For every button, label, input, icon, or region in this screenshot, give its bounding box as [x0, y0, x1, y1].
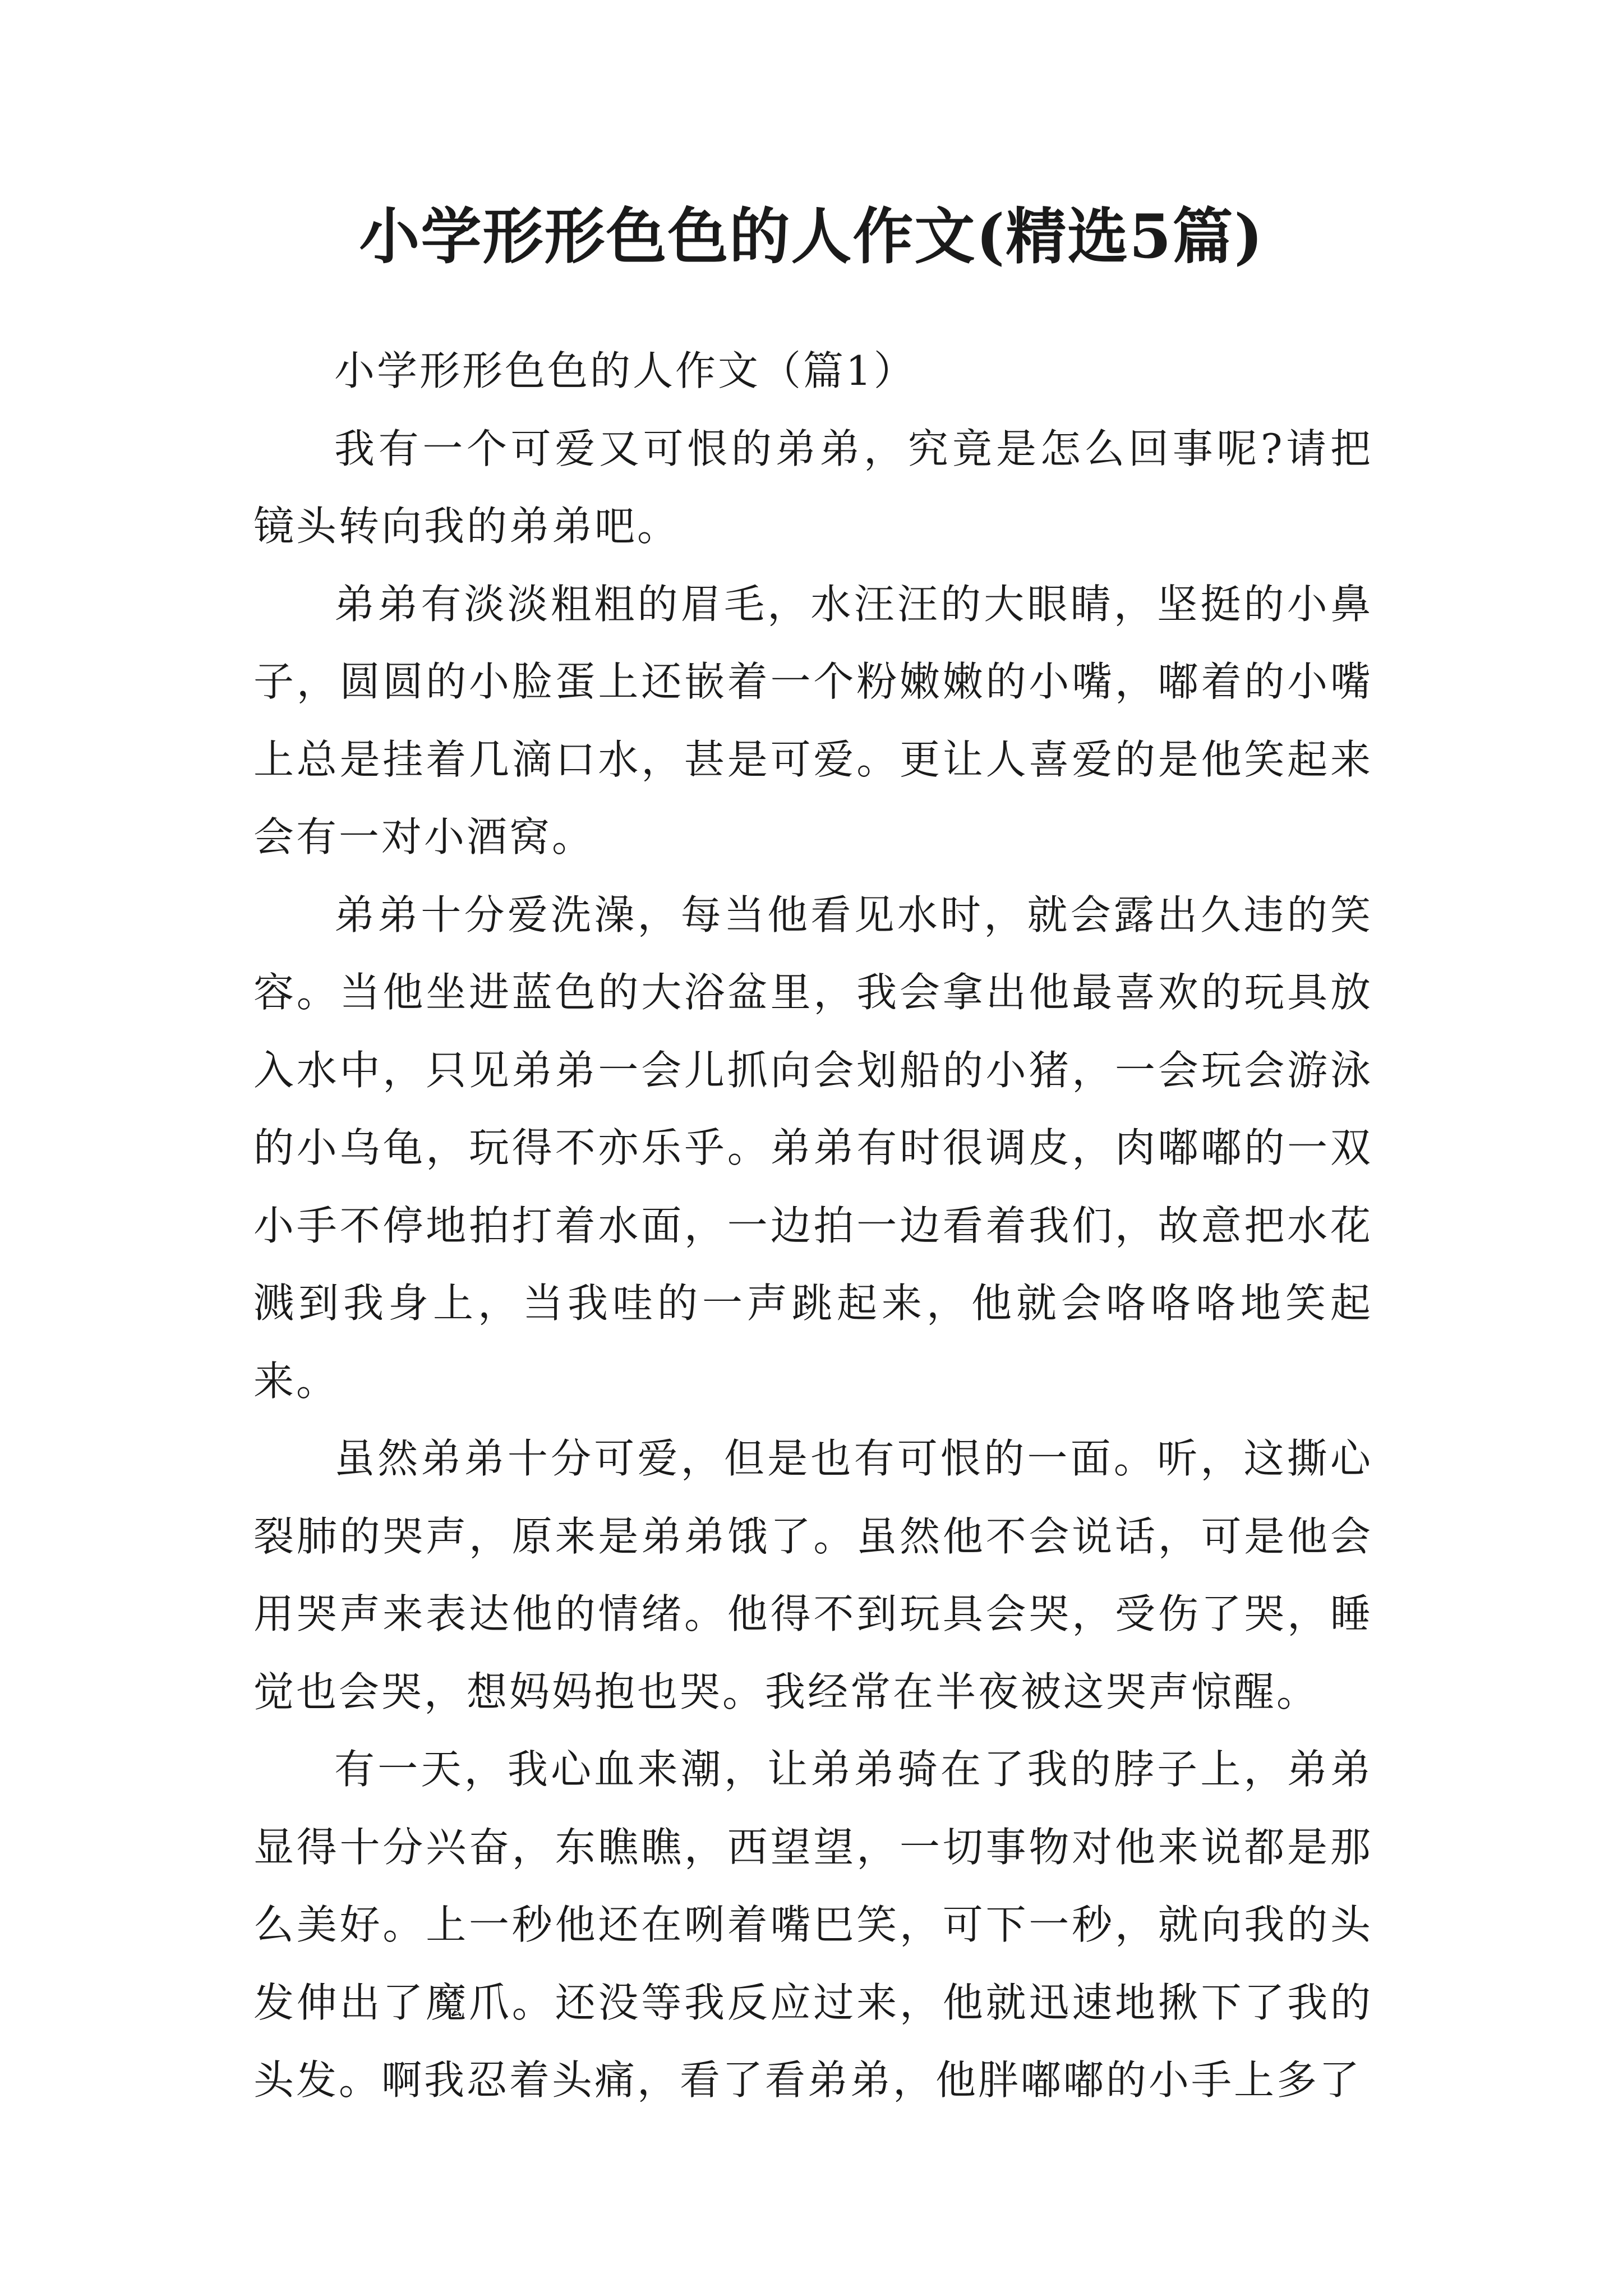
paragraph: 我有一个可爱又可恨的弟弟，究竟是怎么回事呢?请把镜头转向我的弟弟吧。 — [253, 425, 1373, 550]
document-body — [253, 332, 1373, 2119]
paragraph: 弟弟十分爱洗澡，每当他看见水时，就会露出久违的笑容。当他坐进蓝色的大浴盆里，我会拿出他最喜欢的玩具放入水中，只见弟弟一会儿抓向会划船的小猪，一会玩会游泳的小乌龟，玩得不亦乐乎。弟弟有时很调皮，肉嘟嘟的一双小手不停地拍打着水面，一边拍一边看着我们，故意把水花溅到我身上，当我哇的一声跳起来，他就会咯咯咯地笑起来。 — [253, 891, 1373, 1405]
document-title: 小学形形色色的人作文(精选5篇) — [359, 201, 1264, 272]
paragraph: 有一天，我心血来潮，让弟弟骑在了我的脖子上，弟弟显得十分兴奋，东瞧瞧，西望望，一切事物对他来说都是那么美好。上一秒他还在咧着嘴巴笑，可下一秒，就向我的头发伸出了魔爪。还没等我反应过来，他就迅速地揪下了我的头发。啊我忍着头痛，看了看弟弟，他胖嘟嘟的小手上多了 — [253, 1746, 1373, 2104]
paragraph: 虽然弟弟十分可爱，但是也有可恨的一面。听，这撕心裂肺的哭声，原来是弟弟饿了。虽然他不会说话，可是他会用哭声来表达他的情绪。他得不到玩具会哭，受伤了哭，睡觉也会哭，想妈妈抱也哭。我经常在半夜被这哭声惊醒。 — [253, 1435, 1373, 1715]
section-heading: 小学形形色色的人作文（篇1） — [334, 347, 916, 394]
paragraph: 弟弟有淡淡粗粗的眉毛，水汪汪的大眼睛，坚挺的小鼻子，圆圆的小脸蛋上还嵌着一个粉嫩嫩的小嘴，嘟着的小嘴上总是挂着几滴口水，甚是可爱。更让人喜爱的是他笑起来会有一对小酒窝。 — [253, 580, 1373, 861]
